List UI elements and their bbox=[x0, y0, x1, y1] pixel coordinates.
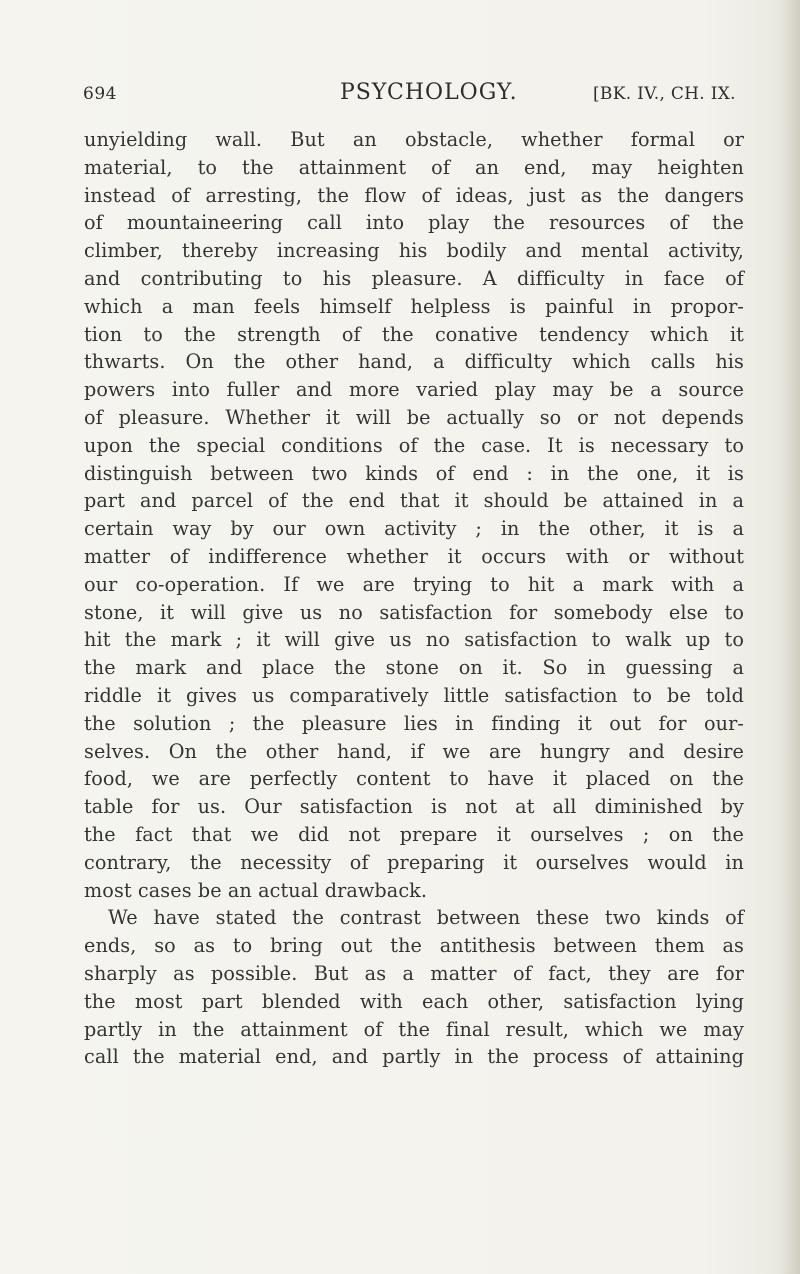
text-line: material, to the attainment of an end, may heighten bbox=[84, 155, 744, 179]
text-line: hit the mark ; it will give us no satisfaction to walk up to bbox=[84, 628, 744, 652]
text-line: the most part blended with each other, satisfaction lying bbox=[84, 989, 744, 1013]
text-line: and contributing to his pleasure. A difficulty in face of bbox=[84, 266, 744, 290]
text-line: partly in the attainment of the final result, which we may bbox=[84, 1017, 744, 1041]
page-edge-shadow bbox=[778, 0, 800, 1274]
text-line: matter of indifference whether it occurs with or without bbox=[84, 544, 744, 568]
text-line: call the material end, and partly in the process of attaining bbox=[84, 1045, 744, 1069]
text-line: ends, so as to bring out the antithesis between them as bbox=[84, 934, 744, 958]
text-line: the solution ; the pleasure lies in finding it out for our- bbox=[84, 711, 744, 735]
text-line: contrary, the necessity of preparing it ourselves would in bbox=[84, 850, 744, 874]
text-line: tion to the strength of the conative tendency which it bbox=[84, 322, 744, 346]
text-line: of pleasure. Whether it will be actually so or not depends bbox=[84, 405, 744, 429]
text-line: part and parcel of the end that it should be attained in a bbox=[84, 489, 744, 513]
text-line: upon the special conditions of the case. It is necessary to bbox=[84, 433, 744, 457]
text-line: of mountaineering call into play the resources of the bbox=[84, 211, 744, 235]
running-title: PSYCHOLOGY. bbox=[340, 80, 518, 105]
text-line: distinguish between two kinds of end : in the one, it is bbox=[84, 461, 744, 485]
text-line: instead of arresting, the flow of ideas, just as the dangers bbox=[84, 183, 744, 207]
text-line: unyielding wall. But an obstacle, whether formal or bbox=[84, 128, 744, 151]
text-line: table for us. Our satisfaction is not at all diminished by bbox=[84, 795, 744, 819]
text-line: stone, it will give us no satisfaction for somebody else to bbox=[84, 600, 744, 624]
chapter-reference: [BK. IV., CH. IX. bbox=[593, 84, 736, 104]
text-line: the mark and place the stone on it. So in guessing a bbox=[84, 656, 744, 680]
text-line: riddle it gives us comparatively little satisfaction to be told bbox=[84, 683, 744, 707]
body-text bbox=[84, 126, 744, 1071]
text-line: which a man feels himself helpless is painful in propor- bbox=[84, 294, 744, 318]
text-line: food, we are perfectly content to have it placed on the bbox=[84, 767, 744, 791]
text-line: sharply as possible. But as a matter of fact, they are for bbox=[84, 961, 744, 985]
text-line: climber, thereby increasing his bodily and mental activity, bbox=[84, 239, 744, 263]
text-line: selves. On the other hand, if we are hungry and desire bbox=[84, 739, 744, 763]
running-head bbox=[0, 80, 800, 114]
text-line: the fact that we did not prepare it ourselves ; on the bbox=[84, 822, 744, 846]
text-line: our co-operation. If we are trying to hit a mark with a bbox=[84, 572, 744, 596]
page-number: 694 bbox=[83, 84, 117, 104]
text-line: thwarts. On the other hand, a difficulty which calls his bbox=[84, 350, 744, 374]
paragraph-start-line: We have stated the contrast between these two kinds of bbox=[108, 906, 744, 930]
text-line: certain way by our own activity ; in the other, it is a bbox=[84, 517, 744, 541]
text-line: powers into fuller and more varied play may be a source bbox=[84, 378, 744, 402]
paragraph-end-line: most cases be an actual drawback. bbox=[84, 878, 428, 902]
